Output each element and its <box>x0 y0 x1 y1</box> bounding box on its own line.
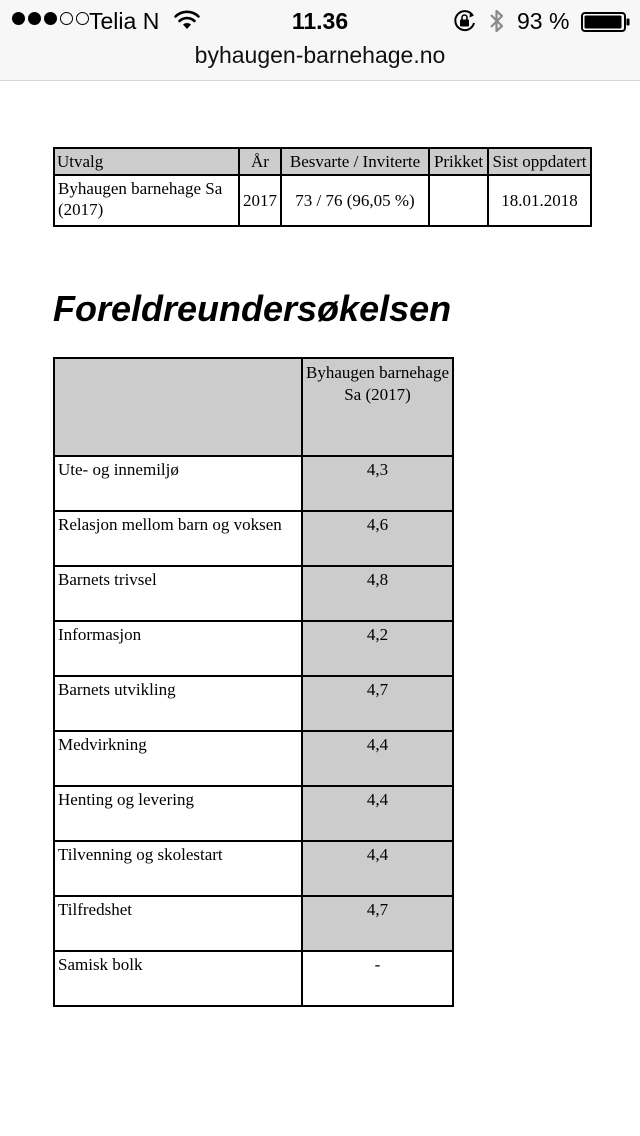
page-title: Foreldreundersøkelsen <box>53 288 452 329</box>
table-row <box>54 951 453 1006</box>
cell-dotted <box>429 175 488 226</box>
row-label: Barnets trivsel <box>54 566 302 621</box>
row-value: 4,6 <box>302 511 453 566</box>
cell-utvalg-name: Byhaugen barnehage Sa (2017) <box>54 175 239 226</box>
row-value: - <box>302 951 453 1006</box>
row-label: Tilvenning og skolestart <box>54 841 302 896</box>
summary-table <box>53 147 592 227</box>
table-row <box>54 511 453 566</box>
header-updated: Sist oppdatert <box>488 148 591 175</box>
row-label: Ute- og innemiljø <box>54 456 302 511</box>
cell-updated: 18.01.2018 <box>488 175 591 226</box>
row-value: 4,3 <box>302 456 453 511</box>
survey-results-table <box>53 357 454 1007</box>
row-label: Informasjon <box>54 621 302 676</box>
row-value: 4,7 <box>302 896 453 951</box>
row-value: 4,8 <box>302 566 453 621</box>
header-responded: Besvarte / Inviterte <box>281 148 429 175</box>
header-year: År <box>239 148 281 175</box>
table-row <box>54 676 453 731</box>
header-dotted: Prikket <box>429 148 488 175</box>
carrier-name: Telia N <box>89 8 160 34</box>
battery-percentage: 93 % <box>517 8 570 34</box>
table-row <box>54 621 453 676</box>
battery-icon <box>581 11 631 38</box>
row-value: 4,4 <box>302 841 453 896</box>
rotation-lock-icon <box>452 9 478 39</box>
summary-header-row <box>54 148 591 175</box>
row-value: 4,4 <box>302 786 453 841</box>
table-row <box>54 456 453 511</box>
header-utvalg: Utvalg <box>54 148 239 175</box>
row-value: 4,7 <box>302 676 453 731</box>
row-value: 4,2 <box>302 621 453 676</box>
clock-time: 11.36 <box>291 8 349 34</box>
table-row <box>54 566 453 621</box>
summary-data-row <box>54 175 591 226</box>
table-row <box>54 841 453 896</box>
table-row <box>54 896 453 951</box>
cell-year: 2017 <box>239 175 281 226</box>
row-label: Relasjon mellom barn og voksen <box>54 511 302 566</box>
survey-header-row <box>54 358 453 456</box>
status-bar <box>0 0 640 40</box>
header-kindergarten: Byhaugen barnehage Sa (2017) <box>302 358 453 456</box>
table-row <box>54 731 453 786</box>
cell-responded: 73 / 76 (96,05 %) <box>281 175 429 226</box>
bluetooth-icon <box>487 8 507 40</box>
row-label: Tilfredshet <box>54 896 302 951</box>
row-value: 4,4 <box>302 731 453 786</box>
browser-top-bar <box>0 0 640 81</box>
table-row <box>54 786 453 841</box>
header-blank <box>54 358 302 456</box>
row-label: Medvirkning <box>54 731 302 786</box>
address-bar-url[interactable]: byhaugen-barnehage.no <box>194 42 446 68</box>
row-label: Barnets utvikling <box>54 676 302 731</box>
row-label: Henting og levering <box>54 786 302 841</box>
row-label: Samisk bolk <box>54 951 302 1006</box>
